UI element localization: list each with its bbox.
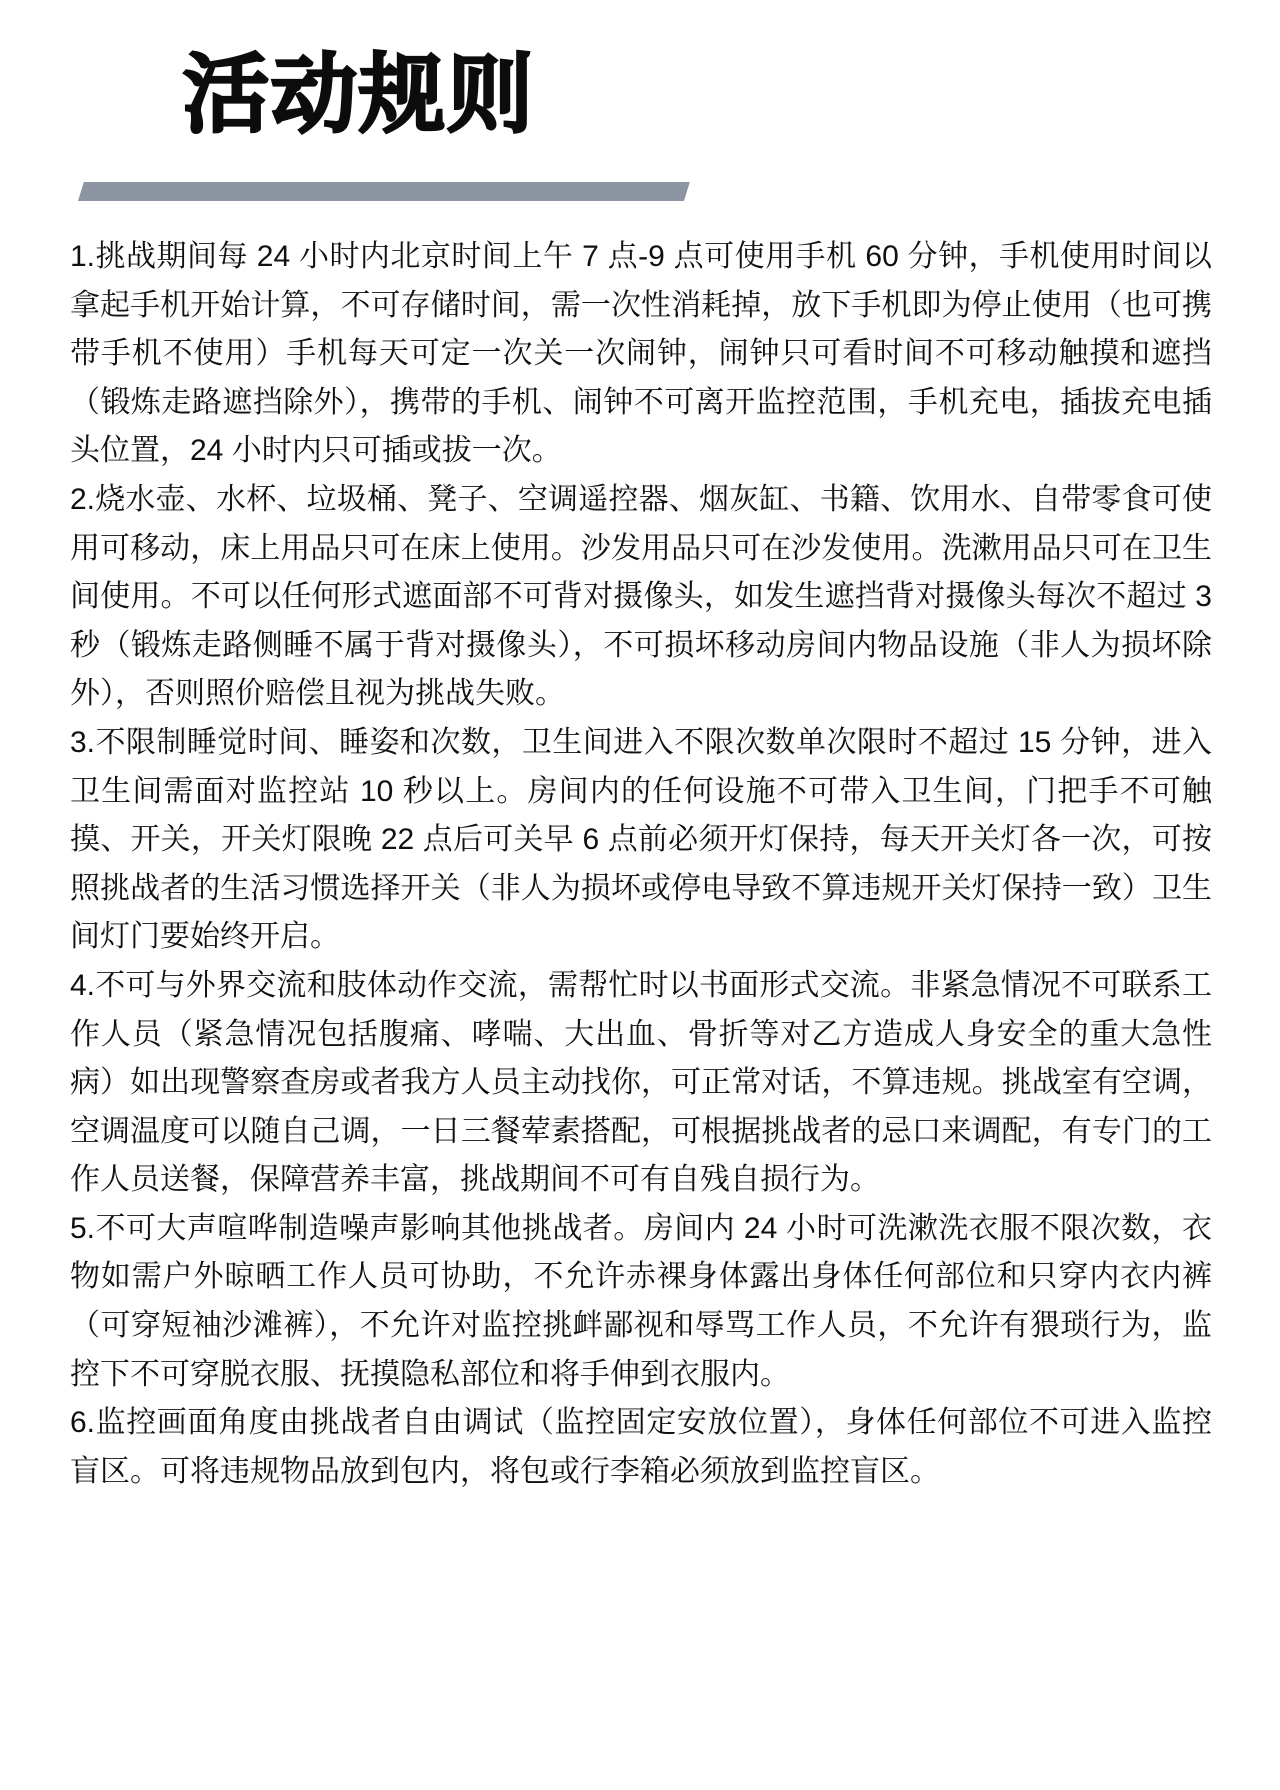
rule-paragraph-6: 6.监控画面角度由挑战者自由调试（监控固定安放位置），身体任何部位不可进入监控盲区。可将违规物品放到包内，将包或行李箱必须放到监控盲区。 bbox=[70, 1406, 1212, 1488]
title-underline-bar bbox=[78, 182, 690, 201]
document-header bbox=[0, 48, 1280, 143]
rules-body bbox=[70, 233, 1212, 1496]
rule-paragraph-4: 4.不可与外界交流和肢体动作交流，需帮忙时以书面形式交流。非紧急情况不可联系工作人员（紧急情况包括腹痛、哮喘、大出血、骨折等对乙方造成人身安全的重大急性病）如出现警察查房或者我方人员主动找你，可正常对话，不算违规。挑战室有空调，空调温度可以随自己调，一日三餐荤素搭配，可根据挑战者的忌口来调配，有专门的工作人员送餐，保障营养丰富，挑战期间不可有自残自损行为。 bbox=[70, 968, 1212, 1197]
rule-paragraph-3: 3.不限制睡觉时间、睡姿和次数，卫生间进入不限次数单次限时不超过 15 分钟，进入卫生间需面对监控站 10 秒以上。房间内的任何设施不可带入卫生间，门把手不可触摸、开关，开关灯限晚 22 点后可关早 6 点前必须开灯保持，每天开关灯各一次，可按照挑战者的生活习惯选择开关（非人为损坏或停电导致不算违规开关灯保持一致）卫生间灯门要始终开启。 bbox=[70, 725, 1212, 954]
rule-paragraph-1: 1.挑战期间每 24 小时内北京时间上午 7 点-9 点可使用手机 60 分钟，手机使用时间以拿起手机开始计算，不可存储时间，需一次性消耗掉，放下手机即为停止使用（也可携带手机不使用）手机每天可定一次关一次闹钟，闹钟只可看时间不可移动触摸和遮挡（锻炼走路遮挡除外），携带的手机、闹钟不可离开监控范围，手机充电，插拔充电插头位置，24 小时内只可插或拔一次。 bbox=[70, 240, 1212, 468]
rule-paragraph-2: 2.烧水壶、水杯、垃圾桶、凳子、空调遥控器、烟灰缸、书籍、饮用水、自带零食可使用可移动，床上用品只可在床上使用。沙发用品只可在沙发使用。洗漱用品只可在卫生间使用。不可以任何形式遮面部不可背对摄像头，如发生遮挡背对摄像头每次不超过 3 秒（锻炼走路侧睡不属于背对摄像头），不可损坏移动房间内物品设施（非人为损坏除外），否则照价赔偿且视为挑战失败。 bbox=[70, 482, 1212, 711]
page-title: 活动规则 bbox=[183, 47, 535, 143]
rule-paragraph-5: 5.不可大声喧哗制造噪声影响其他挑战者。房间内 24 小时可洗漱洗衣服不限次数，衣物如需户外晾晒工作人员可协助，不允许赤裸身体露出身体任何部位和只穿内衣内裤（可穿短袖沙滩裤），不允许对监控挑衅鄙视和辱骂工作人员，不允许有猥琐行为，监控下不可穿脱衣服、抚摸隐私部位和将手伸到衣服内。 bbox=[70, 1211, 1212, 1391]
